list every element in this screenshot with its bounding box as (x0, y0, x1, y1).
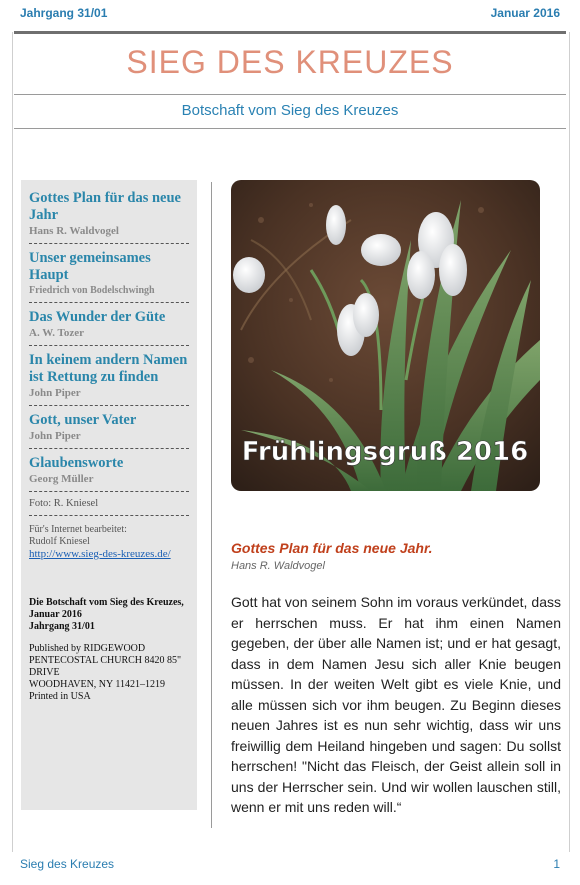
toc-item[interactable] (29, 190, 189, 244)
web-editor: Rudolf Kniesel (29, 536, 90, 547)
toc-item[interactable] (29, 412, 189, 449)
toc-author: John Piper (29, 430, 81, 442)
web-label: Für's Internet bearbeitet: (29, 524, 127, 535)
masthead-title: SIEG DES KREUZES (126, 44, 454, 80)
toc-author: Friedrich von Bodelschwingh (29, 285, 155, 296)
toc-item[interactable] (29, 455, 189, 492)
toc-title[interactable]: Gott, unser Vater (29, 412, 137, 428)
header-bar (20, 6, 560, 24)
pub-title: Die Botschaft vom Sieg des Kreuzes, Januar 2016 (29, 597, 184, 620)
publication-info (29, 597, 189, 633)
toc-title[interactable]: Glaubensworte (29, 455, 124, 471)
divider (14, 128, 566, 129)
publisher-info (29, 643, 189, 703)
page-number: 1 (553, 857, 560, 871)
footer-title: Sieg des Kreuzes (20, 857, 115, 871)
publisher-city: WOODHAVEN, NY 11421–1219 (29, 679, 166, 690)
toc-item[interactable] (29, 352, 189, 406)
article-body: Gott hat von seinem Sohn im voraus verkündet, dass er herrschen muss. Er hat ihm einen Namen gegeben, der über alle Namen ist; und er hat gesagt, dass in dem Namen Jesu sich aller Knie beugen müssen. In der weiten Welt gibt es viele Knie, und alle müssen sich vor ihm beugen. Zu Beginn dieses neuen Jahres ist es nun sehr wichtig, dass wir uns freiwillig dem Heiland hingeben und sagen: Du sollst herrschen! "Nicht das Fleisch, der Geist allein soll in uns der Herrscher sein. Und wir wollen lauschen still, wenn er mit uns reden will.“ (231, 594, 561, 815)
date-label: Januar 2016 (490, 6, 560, 20)
sidebar-toc (21, 180, 197, 810)
article-author: Hans R. Waldvogel (231, 560, 325, 572)
toc-item[interactable] (29, 250, 189, 303)
toc-author: John Piper (29, 387, 81, 399)
column-divider (211, 182, 212, 828)
subtitle: Botschaft vom Sieg des Kreuzes (181, 102, 399, 119)
toc-author: A. W. Tozer (29, 327, 85, 339)
photo-caption: Frühlingsgruß 2016 (241, 437, 529, 467)
top-rule (14, 31, 566, 34)
article-title: Gottes Plan für das neue Jahr. (231, 540, 433, 556)
divider (14, 94, 566, 95)
toc-title[interactable]: Unser gemeinsames Haupt (29, 250, 151, 283)
pub-volume: Jahrgang 31/01 (29, 621, 95, 632)
toc-author: Georg Müller (29, 473, 94, 485)
snowdrops-photo (231, 180, 540, 491)
toc-title[interactable]: In keinem andern Namen ist Rettung zu finden (29, 352, 188, 385)
printed-in: Printed in USA (29, 691, 91, 702)
toc-title[interactable]: Das Wunder der Güte (29, 309, 166, 325)
photo-credit: Foto: R. Kniesel (29, 498, 189, 516)
publisher: Published by RIDGEWOOD PENTECOSTAL CHURCH 8420 85" DRIVE (29, 643, 182, 678)
toc-author: Hans R. Waldvogel (29, 225, 119, 237)
volume-label: Jahrgang 31/01 (20, 6, 108, 20)
toc-item[interactable] (29, 309, 189, 346)
web-credit (29, 524, 189, 561)
toc-title[interactable]: Gottes Plan für das neue Jahr (29, 190, 181, 223)
website-link[interactable]: http://www.sieg-des-kreuzes.de/ (29, 548, 171, 560)
